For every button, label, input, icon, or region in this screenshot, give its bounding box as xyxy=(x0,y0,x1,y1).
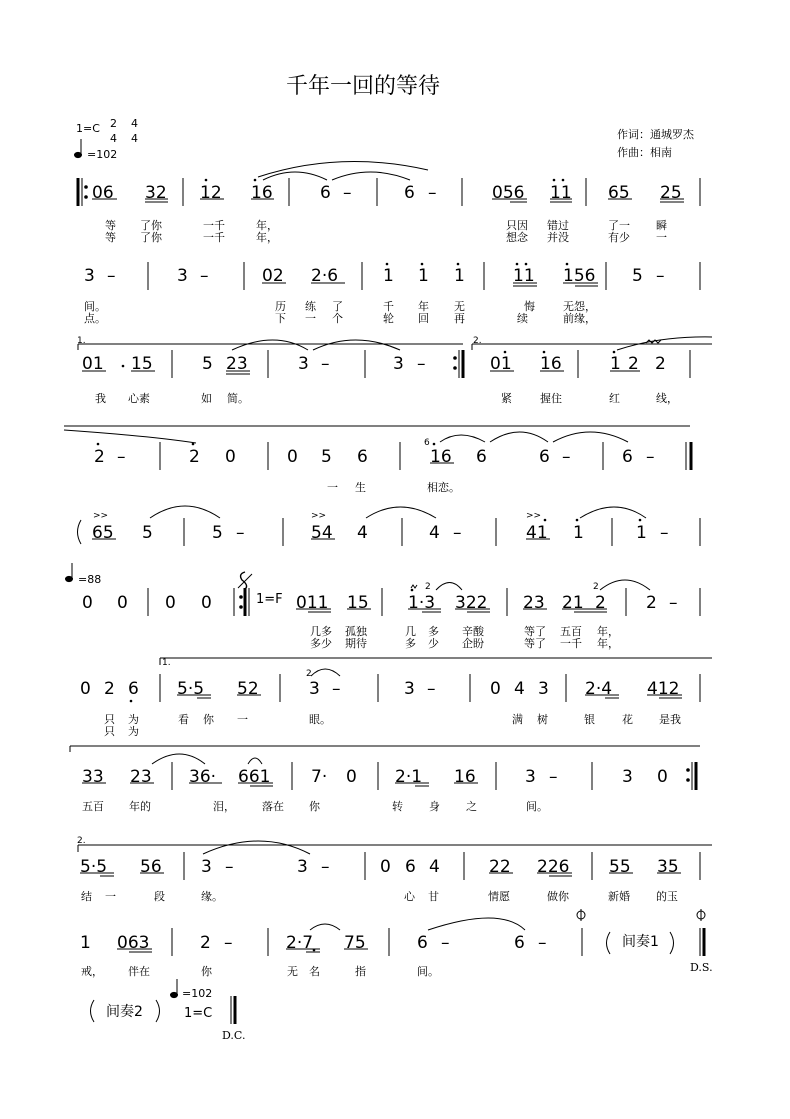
note-r2-4: – xyxy=(200,266,209,286)
lyric-r6-7: 五百 xyxy=(560,625,582,638)
lyric-r2-2: 历 xyxy=(275,300,286,313)
lyric-r7-12: 只 xyxy=(104,725,115,738)
lyric-r3-6: 握住 xyxy=(540,392,562,405)
lyric-r2-5: 千 xyxy=(383,300,394,313)
lyric-r3-1: 我 xyxy=(95,392,106,405)
note-r1-8: – xyxy=(428,183,437,203)
note-r1-10: 11 xyxy=(550,183,572,203)
lyric-r9-1: 结 xyxy=(81,890,92,903)
lyric-r7-2: 为 xyxy=(128,713,139,726)
note-r10-4: – xyxy=(224,933,233,953)
lyric-r8-1: 五百 xyxy=(82,800,104,813)
note-r1-5: 6 xyxy=(320,183,331,203)
note-r6-1: 0 xyxy=(82,593,93,613)
tempo-change-102: =102 xyxy=(182,987,213,1000)
lyric-r10-7: 间。 xyxy=(417,965,439,978)
note-r9-4: – xyxy=(225,857,234,877)
note-r3-6: – xyxy=(321,354,330,374)
note-r4-8: 16 xyxy=(430,447,452,467)
lyric-r1-5: 只因 xyxy=(506,219,528,232)
note-r9-8: 6 xyxy=(405,857,416,877)
lyric-r2-8: 悔 xyxy=(524,300,535,313)
note-r4-12: 6 xyxy=(622,447,633,467)
note-r6-12: 2 xyxy=(646,593,657,613)
lyric-r2-13: 个 xyxy=(332,312,343,325)
note-r7-5: 52 xyxy=(237,679,259,699)
key-signature: 1=C xyxy=(76,122,100,135)
lyric-r9-6: 甘 xyxy=(428,890,439,903)
note-r4-11: – xyxy=(562,447,571,467)
lyric-r7-1: 只 xyxy=(104,713,115,726)
lyric-r6-8: 年， xyxy=(597,625,619,638)
note-r7-1: 0 xyxy=(80,679,91,699)
volta-1-row7: 1. xyxy=(162,658,171,668)
lyric-r6-11: 多 xyxy=(405,637,416,650)
note-r5-2: 5 xyxy=(142,523,153,543)
note-r6-9: 23 xyxy=(523,593,545,613)
note-r8-2: 23 xyxy=(130,767,152,787)
note-r7-11: 4 xyxy=(514,679,525,699)
note-r2-2: – xyxy=(107,266,116,286)
lyric-r2-16: 再 xyxy=(454,312,465,325)
note-r3-11: 1 xyxy=(610,354,621,374)
lyric-r8-6: 转 xyxy=(392,800,403,813)
note-r10-7: 6 xyxy=(417,933,428,953)
lyric-r2-14: 轮 xyxy=(383,312,394,325)
note-r9-10: 22 xyxy=(489,857,511,877)
note-r9-13: 35 xyxy=(657,857,679,877)
lyric-r7-6: 眼。 xyxy=(309,713,331,726)
note-r3-7: 3 xyxy=(393,354,404,374)
note-r1-11: 65 xyxy=(608,183,630,203)
note-r8-11: 3 xyxy=(622,767,633,787)
lyric-r2-12: 一 xyxy=(305,312,316,325)
note-r4-3: 2 xyxy=(189,447,200,467)
volta-2-row9: 2. xyxy=(77,836,86,846)
lyric-r7-10: 花 xyxy=(622,713,633,726)
lyric-r9-4: 缘。 xyxy=(201,890,223,903)
note-r10-6: 75 xyxy=(344,933,366,953)
volta-1-row3: 1. xyxy=(77,336,86,346)
lyric-r2-1: 间。 xyxy=(84,300,106,313)
note-r1-1: 06 xyxy=(92,183,114,203)
dal-segno: D.S. xyxy=(690,961,713,974)
note-r8-6: 0 xyxy=(346,767,357,787)
lyric-r9-8: 做你 xyxy=(547,890,569,903)
lyric-r9-10: 的玉 xyxy=(656,890,678,903)
lyric-r7-8: 树 xyxy=(537,713,548,726)
lyric-r6-3: 几 xyxy=(405,625,416,638)
note-r4-2: – xyxy=(117,447,126,467)
lyric-r6-13: 企盼 xyxy=(462,637,484,650)
note-r10-1: 1 xyxy=(80,933,91,953)
note-r2-8: 1 xyxy=(418,266,429,286)
lyric-r1-1: 等 xyxy=(105,219,116,232)
note-r7-3: 6 xyxy=(128,679,139,699)
note-r2-1: 3 xyxy=(84,266,95,286)
lyric-r4-2: 生 xyxy=(355,481,366,494)
note-r7-4: 5·5 xyxy=(177,679,205,699)
note-r2-9: 1 xyxy=(454,266,465,286)
lyric-r4-3: 相恋。 xyxy=(427,481,460,494)
lyric-r10-4: 无 xyxy=(287,965,298,978)
lyric-r9-9: 新婚 xyxy=(608,890,630,903)
lyric-r10-1: 戒， xyxy=(81,965,103,978)
lyric-r1-6: 错过 xyxy=(547,219,569,232)
note-r2-10: 11 xyxy=(513,266,535,286)
note-r7-7: – xyxy=(332,679,341,699)
note-r7-2: 2 xyxy=(104,679,115,699)
lyric-r6-2: 孤独 xyxy=(345,625,367,638)
note-r1-9: 056 xyxy=(492,183,525,203)
note-r4-6: 5 xyxy=(321,447,332,467)
lyric-r3-7: 红 xyxy=(609,392,620,405)
note-r5-11: 1 xyxy=(636,523,647,543)
note-r5-1: 65 xyxy=(92,523,114,543)
note-r5-3: 5 xyxy=(212,523,223,543)
lyric-r7-13: 为 xyxy=(128,725,139,738)
note-r8-10: – xyxy=(549,767,558,787)
lyric-r2-11: 下 xyxy=(275,312,286,325)
note-r10-3: 2 xyxy=(200,933,211,953)
volta-2-row3: 2. xyxy=(473,336,482,346)
note-r8-5: 7· xyxy=(311,767,328,787)
lyric-r1-12: 年， xyxy=(256,231,278,244)
note-r7-9: – xyxy=(427,679,436,699)
lyric-r1-8: 瞬 xyxy=(656,219,667,232)
note-r7-14: 412 xyxy=(647,679,680,699)
note-r7-12: 3 xyxy=(538,679,549,699)
note-r8-7: 2·1 xyxy=(395,767,423,787)
lyric-r7-7: 满 xyxy=(512,713,523,726)
note-r8-8: 16 xyxy=(454,767,476,787)
note-r4-1: 2 xyxy=(94,447,105,467)
lyric-r4-1: 一 xyxy=(327,481,338,494)
note-r10-5: 2·7 xyxy=(286,933,314,953)
lyric-r10-5: 名 xyxy=(309,965,320,978)
accent-mark-1: >> xyxy=(93,511,109,521)
note-r2-6: 2·6 xyxy=(311,266,339,286)
note-r8-12: 0 xyxy=(657,767,668,787)
time-sig-num-1: 2 xyxy=(110,117,117,130)
page-title: 千年一回的等待 xyxy=(286,74,441,99)
lyric-r1-4: 年， xyxy=(256,219,278,232)
note-r7-8: 3 xyxy=(404,679,415,699)
note-r5-10: 1 xyxy=(573,523,584,543)
lyric-r3-3: 如 xyxy=(201,392,212,405)
note-r1-3: 12 xyxy=(200,183,222,203)
lyric-r3-8: 线， xyxy=(656,392,678,405)
lyric-r6-12: 少 xyxy=(428,637,439,650)
note-r1-6: – xyxy=(343,183,352,203)
composer: 作曲：相南 xyxy=(617,146,672,159)
note-r8-9: 3 xyxy=(525,767,536,787)
note-r6-11: 2 xyxy=(595,593,606,613)
note-r7-13: 2·4 xyxy=(585,679,613,699)
tempo-marking: =102 xyxy=(87,148,118,161)
lyric-r1-14: 并没 xyxy=(547,231,569,244)
note-r9-11: 226 xyxy=(537,857,570,877)
time-sig-den-1: 4 xyxy=(110,132,117,145)
note-r9-3: 3 xyxy=(201,857,212,877)
lyric-r7-3: 看 xyxy=(178,713,189,726)
note-r9-6: – xyxy=(321,857,330,877)
grace-note-2a: 2 xyxy=(425,582,431,592)
time-sig-num-2: 4 xyxy=(131,117,138,130)
lyric-r8-9: 间。 xyxy=(526,800,548,813)
lyric-r10-6: 指 xyxy=(355,965,366,978)
lyric-r2-6: 年 xyxy=(418,300,429,313)
note-r1-7: 6 xyxy=(404,183,415,203)
note-r1-12: 25 xyxy=(660,183,682,203)
note-r2-5: 02 xyxy=(262,266,284,286)
note-r6-3: 0 xyxy=(165,593,176,613)
note-r4-4: 0 xyxy=(225,447,236,467)
interlude-1: 间奏1 xyxy=(622,934,659,950)
key-change-f: 1=F xyxy=(256,592,283,607)
note-r3-1: 01 xyxy=(82,354,104,374)
lyric-r8-8: 之 xyxy=(466,800,477,813)
note-r1-4: 16 xyxy=(251,183,273,203)
lyric-r1-9: 等 xyxy=(105,231,116,244)
lyric-r10-3: 你 xyxy=(201,965,212,978)
tempo-change-88: =88 xyxy=(78,573,102,586)
note-r6-4: 0 xyxy=(201,593,212,613)
lyric-r2-7: 无 xyxy=(454,300,465,313)
lyric-r6-4: 多 xyxy=(428,625,439,638)
note-r5-6: 4 xyxy=(357,523,368,543)
grace-note-6: 6 xyxy=(424,438,430,448)
note-r2-7: 1 xyxy=(383,266,394,286)
lyric-r9-5: 心 xyxy=(404,890,415,903)
note-r8-3: 36· xyxy=(189,767,217,787)
lyric-r6-1: 几多 xyxy=(310,625,332,638)
lyric-r2-15: 回 xyxy=(418,312,429,325)
lyric-r8-5: 你 xyxy=(309,800,320,813)
lyric-r1-2: 了你 xyxy=(140,219,162,232)
lyric-r1-16: 一 xyxy=(656,231,667,244)
lyric-r9-7: 情愿 xyxy=(488,890,510,903)
note-r2-12: 5 xyxy=(632,266,643,286)
lyric-r6-9: 多少 xyxy=(310,637,332,650)
lyric-r6-6: 等了 xyxy=(524,625,546,638)
note-r3-12: 2 xyxy=(628,354,639,374)
note-r10-8: – xyxy=(441,933,450,953)
note-r9-1: 5·5 xyxy=(80,857,108,877)
note-r3-2: 15 xyxy=(131,354,153,374)
grace-note-2c: 2 xyxy=(306,669,312,679)
lyric-r7-11: 是我 xyxy=(659,713,681,726)
note-r6-10: 21 xyxy=(562,593,584,613)
lyric-r2-4: 了 xyxy=(332,300,343,313)
note-r5-12: – xyxy=(660,523,669,543)
note-r3-13: 2 xyxy=(655,354,666,374)
note-r6-6: 15 xyxy=(347,593,369,613)
lyric-r2-10: 点。 xyxy=(84,312,106,325)
note-r5-9: 41 xyxy=(526,523,548,543)
lyric-r7-5: 一 xyxy=(237,713,248,726)
note-r5-7: 4 xyxy=(429,523,440,543)
lyric-r6-16: 年， xyxy=(597,637,619,650)
lyric-r2-17: 续 xyxy=(517,312,528,325)
lyric-r10-2: 伴在 xyxy=(128,965,150,978)
lyric-r3-4: 简。 xyxy=(227,392,249,405)
time-sig-den-2: 4 xyxy=(131,132,138,145)
interlude-2: 间奏2 xyxy=(106,1004,143,1020)
note-r6-2: 0 xyxy=(117,593,128,613)
lyric-r1-7: 了一 xyxy=(608,219,630,232)
lyric-r1-10: 了你 xyxy=(140,231,162,244)
note-r9-5: 3 xyxy=(297,857,308,877)
note-r4-10: 6 xyxy=(539,447,550,467)
lyric-r7-4: 你 xyxy=(203,713,214,726)
note-r3-10: 16 xyxy=(540,354,562,374)
note-r5-4: – xyxy=(236,523,245,543)
note-r8-4: 661 xyxy=(238,767,271,787)
lyric-r8-4: 落在 xyxy=(262,800,284,813)
lyric-r6-15: 一千 xyxy=(560,637,582,650)
note-r7-10: 0 xyxy=(490,679,501,699)
note-r3-8: – xyxy=(417,354,426,374)
note-r5-8: – xyxy=(453,523,462,543)
lyric-r8-3: 泪， xyxy=(213,800,235,813)
note-r3-3: 5 xyxy=(202,354,213,374)
note-r9-2: 56 xyxy=(140,857,162,877)
note-r1-2: 32 xyxy=(145,183,167,203)
da-capo: D.C. xyxy=(222,1029,246,1042)
grace-note-2b: 2 xyxy=(593,582,599,592)
note-r2-13: – xyxy=(656,266,665,286)
lyric-r2-18: 前缘， xyxy=(563,312,596,325)
lyric-r7-9: 银 xyxy=(584,713,595,726)
note-r2-3: 3 xyxy=(177,266,188,286)
note-r2-11: 156 xyxy=(563,266,596,286)
lyric-r3-2: 心素 xyxy=(128,392,150,405)
note-r4-9: 6 xyxy=(476,447,487,467)
note-r3-9: 01 xyxy=(490,354,512,374)
note-r10-9: 6 xyxy=(514,933,525,953)
note-r6-7: 1·3 xyxy=(408,593,436,613)
lyric-r2-9: 无怨， xyxy=(563,300,596,313)
lyric-r1-15: 有少 xyxy=(608,231,630,244)
note-r3-4: 23 xyxy=(226,354,248,374)
lyric-r9-2: 一 xyxy=(105,890,116,903)
lyricist: 作词：通城罗杰 xyxy=(617,128,694,141)
accent-mark-3: >> xyxy=(526,511,542,521)
lyric-r1-3: 一千 xyxy=(203,219,225,232)
accent-mark-2: >> xyxy=(311,511,327,521)
note-r6-5: 011 xyxy=(296,593,329,613)
note-r10-2: 063 xyxy=(117,933,150,953)
key-return-c: 1=C xyxy=(184,1006,213,1021)
note-r4-5: 0 xyxy=(287,447,298,467)
note-r9-12: 55 xyxy=(609,857,631,877)
lyric-r1-11: 一千 xyxy=(203,231,225,244)
lyric-r8-2: 年的 xyxy=(129,800,151,813)
note-r6-8: 322 xyxy=(455,593,488,613)
lyric-r6-14: 等了 xyxy=(524,637,546,650)
note-r4-7: 6 xyxy=(357,447,368,467)
note-r8-1: 33 xyxy=(82,767,104,787)
lyric-r1-13: 想念 xyxy=(506,231,528,244)
note-r3-5: 3 xyxy=(298,354,309,374)
note-r9-9: 4 xyxy=(429,857,440,877)
lyric-r9-3: 段 xyxy=(154,890,165,903)
note-r4-13: – xyxy=(646,447,655,467)
note-r7-6: 3 xyxy=(309,679,320,699)
note-r5-5: 54 xyxy=(311,523,333,543)
note-r6-13: – xyxy=(669,593,678,613)
lyric-r8-7: 身 xyxy=(429,800,440,813)
lyric-r6-5: 辛酸 xyxy=(462,625,484,638)
note-r9-7: 0 xyxy=(380,857,391,877)
lyric-r3-5: 紧 xyxy=(501,392,512,405)
lyric-r6-10: 期待 xyxy=(345,637,367,650)
lyric-r2-3: 练 xyxy=(305,300,316,313)
note-r10-10: – xyxy=(538,933,547,953)
